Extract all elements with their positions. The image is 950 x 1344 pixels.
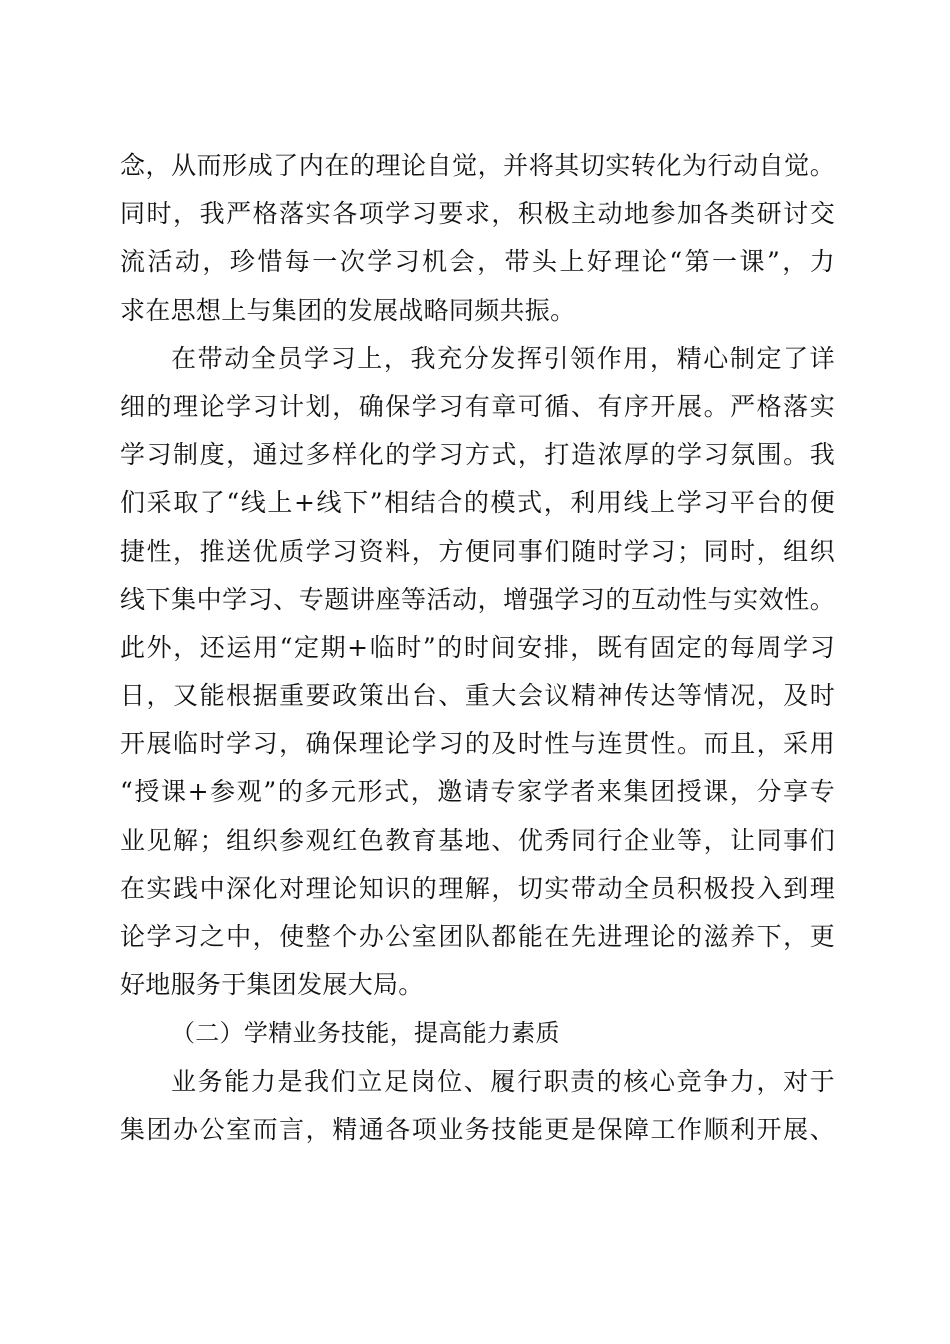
text-line: 们采取了“线上+线下”相结合的模式，利用线上学习平台的便 [120,488,835,518]
text-line: 业见解；组织参观红色教育基地、优秀同行企业等，让同事们 [120,825,835,855]
text-line: 同时，我严格落实各项学习要求，积极主动地参加各类研讨交 [120,199,835,229]
text-line: 线下集中学习、专题讲座等活动，增强学习的互动性与实效性。 [120,584,835,614]
text-line: “授课+参观”的多元形式，邀请专家学者来集团授课，分享专 [120,777,835,807]
text-line: 求在思想上与集团的发展战略同频共振。 [120,295,576,325]
text-line: 此外，还运用“定期+临时”的时间安排，既有固定的每周学习 [120,632,835,662]
text-line: 流活动，珍惜每一次学习机会，带头上好理论“第一课”，力 [120,247,835,277]
text-line: 集团办公室而言，精通各项业务技能更是保障工作顺利开展、 [120,1114,835,1144]
text-line: 论学习之中，使整个办公室团队都能在先进理论的滋养下，更 [120,922,835,951]
text-line: 在实践中深化对理论知识的理解，切实带动全员积极投入到理 [120,873,835,903]
paragraph-first-line: 在带动全员学习上，我充分发挥引领作用，精心制定了详 [171,343,835,373]
text-line: 好地服务于集团发展大局。 [120,970,424,1000]
text-line: 学习制度，通过多样化的学习方式，打造浓厚的学习氛围。我 [120,440,835,470]
document-body [120,142,835,1154]
text-line: 捷性，推送优质学习资料，方便同事们随时学习；同时，组织 [120,536,835,566]
text-line: 开展临时学习，确保理论学习的及时性与连贯性。而且，采用 [120,729,835,759]
text-line: 细的理论学习计划，确保学习有章可循、有序开展。严格落实 [120,391,835,421]
text-line: 日，又能根据重要政策出台、重大会议精神传达等情况，及时 [120,681,835,711]
text-line: 念，从而形成了内在的理论自觉，并将其切实转化为行动自觉。 [120,151,835,180]
paragraph-first-line: 业务能力是我们立足岗位、履行职责的核心竞争力，对于 [171,1066,835,1096]
section-heading: （二）学精业务技能，提高能力素质 [171,1019,560,1048]
